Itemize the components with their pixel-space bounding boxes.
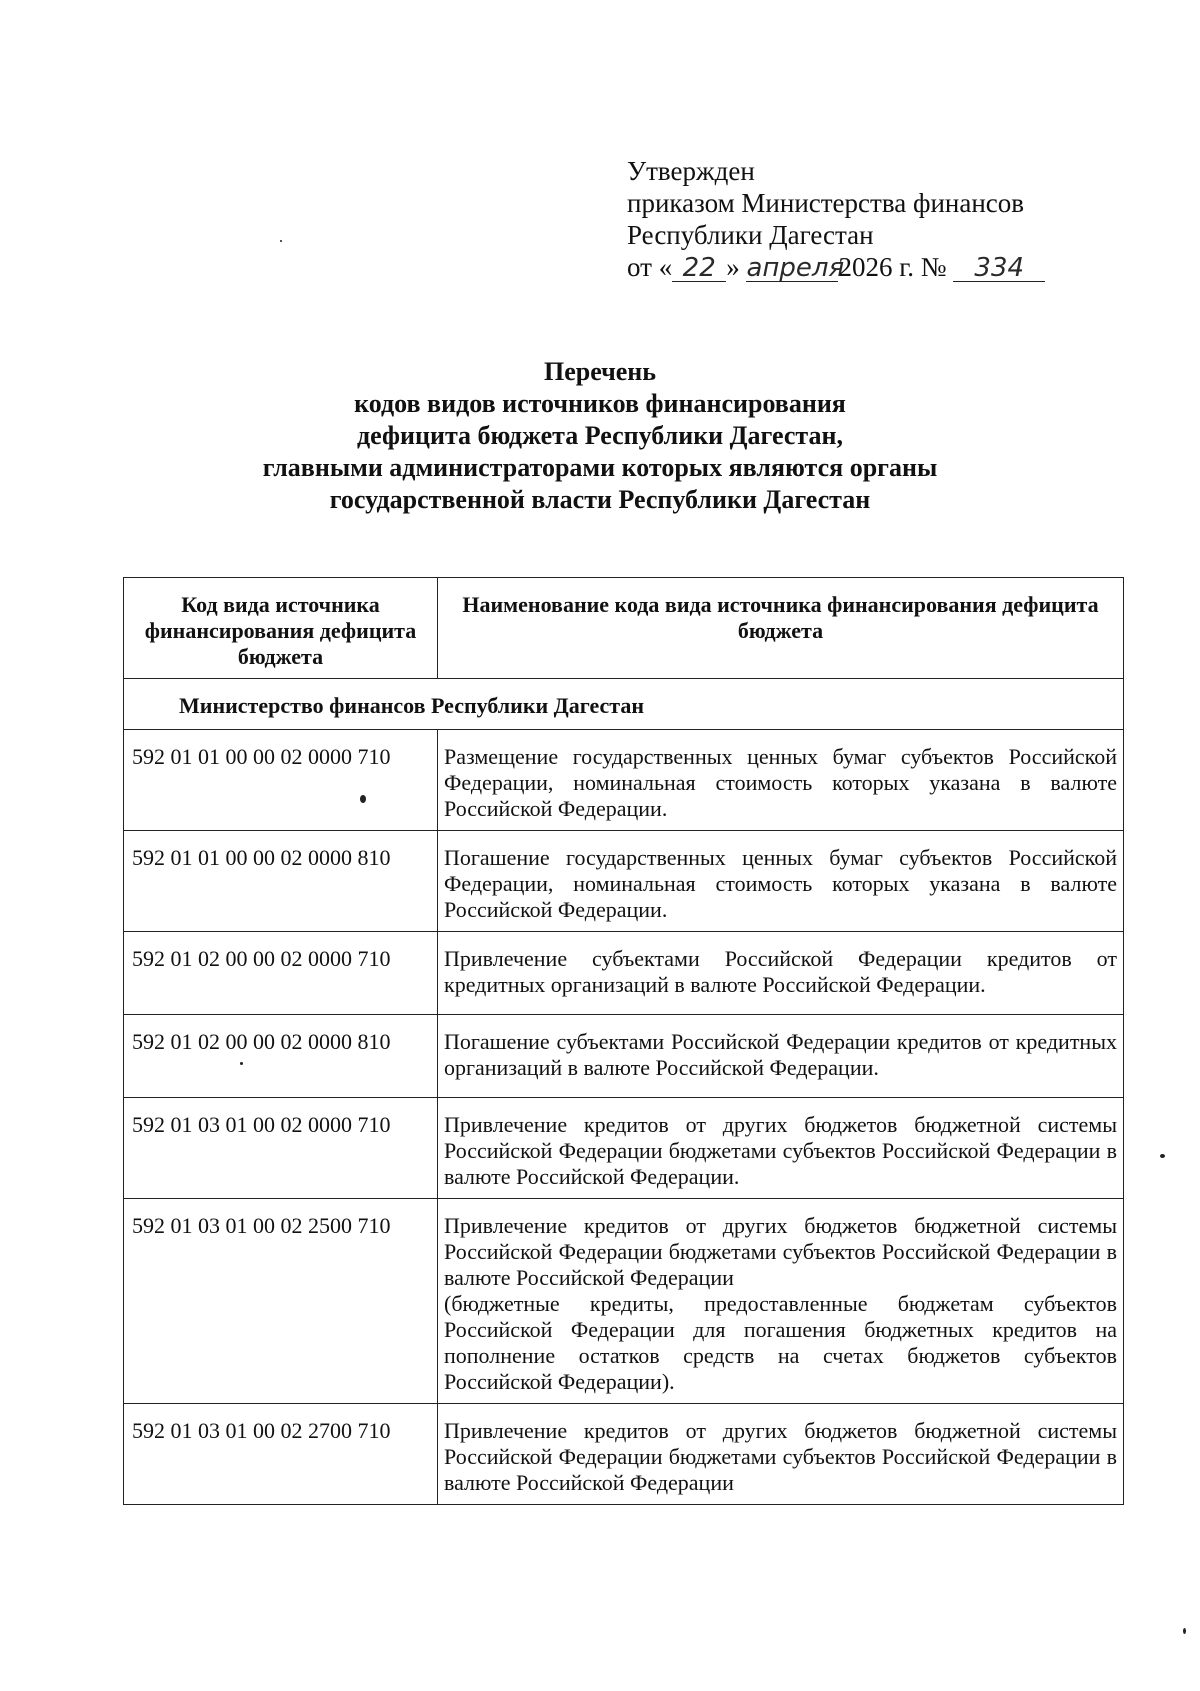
table-row (124, 1015, 1124, 1098)
approval-block (627, 155, 1045, 283)
document-title (0, 356, 1200, 516)
date-year: 2026 г. № (838, 252, 947, 282)
header-code: Код вида источника финансирования дефицита бюджета (124, 578, 438, 679)
scan-speck (280, 240, 282, 242)
row-name: Привлечение кредитов от других бюджетов бюджетной системы Российской Федерации бюджетами субъектов Российской Федерации в валюте Российской Федерации. (438, 1098, 1124, 1199)
table-row (124, 1199, 1124, 1404)
scan-speck (1183, 1628, 1186, 1634)
row-code: 592 01 03 01 00 02 0000 710 (124, 1098, 438, 1199)
row-code: 592 01 01 00 00 02 0000 710 (124, 730, 438, 831)
row-name: Привлечение субъектами Российской Федерации кредитов от кредитных организаций в валюте Российской Федерации. (438, 932, 1124, 1015)
approval-line-order: приказом Министерства финансов (627, 188, 1025, 218)
row-name: Погашение субъектами Российской Федерации кредитов от кредитных организаций в валюте Российской Федерации. (438, 1015, 1124, 1098)
table-section-row (124, 679, 1124, 730)
row-code: 592 01 01 00 00 02 0000 810 (124, 831, 438, 932)
row-name: Размещение государственных ценных бумаг субъектов Российской Федерации, номинальная стоимость которых указана в валюте Российской Федерации. (438, 730, 1124, 831)
row-code: 592 01 03 01 00 02 2700 710 (124, 1404, 438, 1505)
section-ministry: Министерство финансов Республики Дагестан (124, 679, 1124, 730)
scan-speck (240, 1062, 243, 1065)
table-row (124, 932, 1124, 1015)
approval-date-line (627, 251, 1045, 283)
date-prefix: от « (627, 252, 673, 282)
date-month-handwritten: апреля (746, 253, 845, 283)
title-line-2: кодов видов источников финансирования (354, 389, 846, 418)
title-line-4: главными администраторами которых являются органы (262, 453, 938, 482)
row-code: 592 01 03 01 00 02 2500 710 (124, 1199, 438, 1404)
row-code: 592 01 02 00 00 02 0000 810 (124, 1015, 438, 1098)
title-line-3: дефицита бюджета Республики Дагестан, (357, 421, 843, 450)
approval-line-approved: Утвержден (627, 156, 755, 186)
table-row (124, 1098, 1124, 1199)
approval-line-republic: Республики Дагестан (627, 220, 874, 250)
codes-table (123, 577, 1124, 1505)
date-day-handwritten: 22 (672, 255, 726, 282)
table-row (124, 1404, 1124, 1505)
title-line-5: государственной власти Республики Дагестан (329, 485, 871, 514)
table-row (124, 730, 1124, 831)
scan-speck (360, 795, 366, 803)
header-name: Наименование кода вида источника финансирования дефицита бюджета (438, 578, 1124, 679)
order-number-handwritten: 334 (953, 255, 1045, 282)
row-name: Погашение государственных ценных бумаг субъектов Российской Федерации, номинальная стоимость которых указана в валюте Российской Федерации. (438, 831, 1124, 932)
row-name: Привлечение кредитов от других бюджетов бюджетной системы Российской Федерации бюджетами субъектов Российской Федерации в валюте Российской Федерации (444, 1213, 1117, 1290)
table-header-row (124, 578, 1124, 679)
row-name-with-note (438, 1199, 1124, 1404)
title-line-1: Перечень (543, 357, 657, 386)
row-note: (бюджетные кредиты, предоставленные бюджетам субъектов Российской Федерации для погашения бюджетных кредитов на пополнение остатков средств на счетах бюджетов субъектов Российской Федерации). (444, 1291, 1117, 1394)
row-code: 592 01 02 00 00 02 0000 710 (124, 932, 438, 1015)
scan-speck (1160, 1154, 1165, 1158)
date-mid: » (726, 252, 740, 282)
row-name: Привлечение кредитов от других бюджетов бюджетной системы Российской Федерации бюджетами субъектов Российской Федерации в валюте Российской Федерации (438, 1404, 1124, 1505)
table-row (124, 831, 1124, 932)
